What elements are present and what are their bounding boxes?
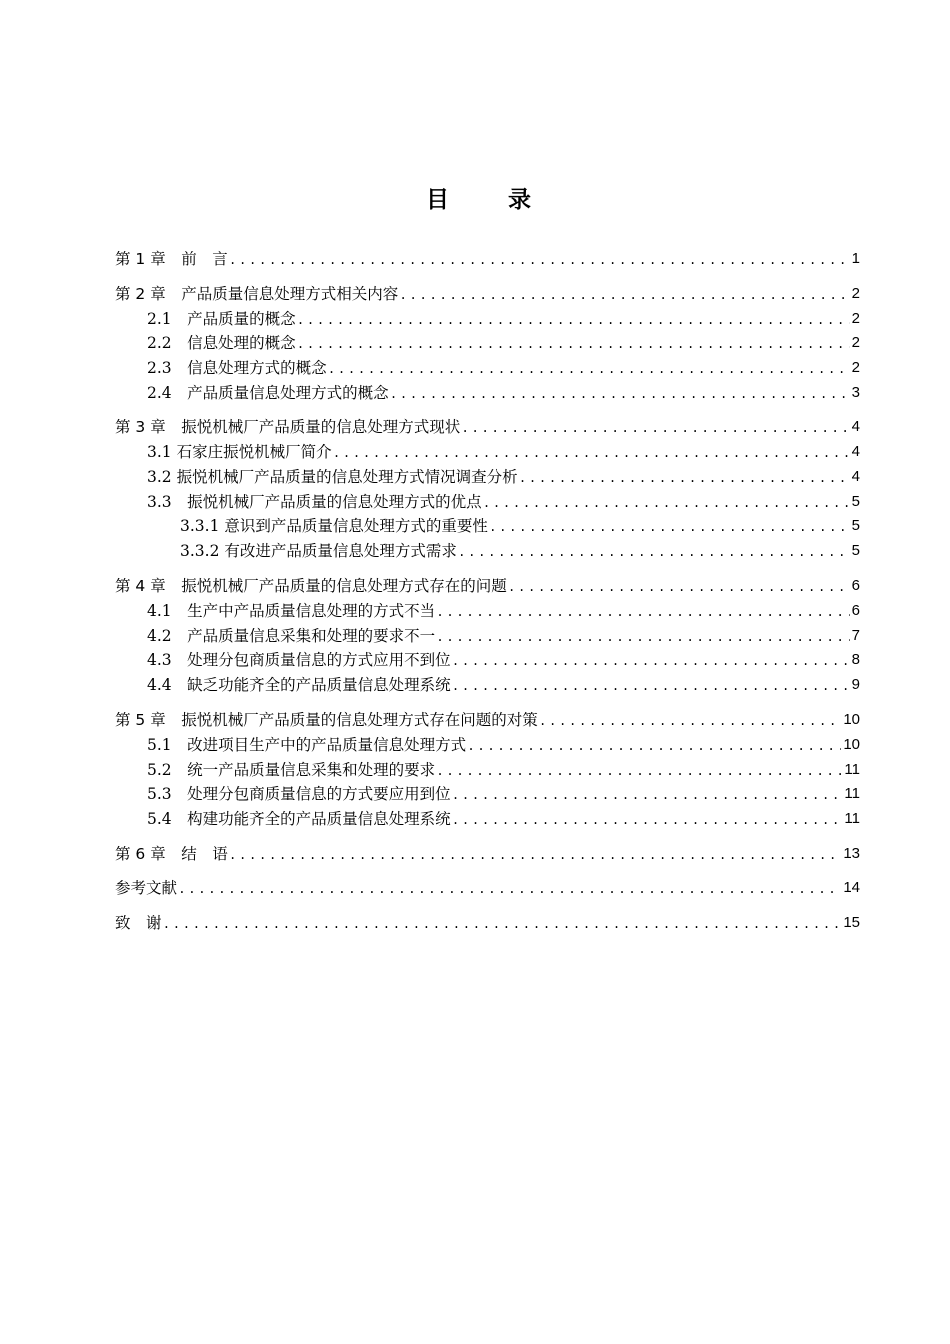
toc-page-number: 15 <box>843 914 860 931</box>
toc-entry-text: 3.2 振悦机械厂产品质量的信息处理方式情况调查分析 <box>147 468 518 486</box>
toc-entry-section-4-4[interactable] <box>147 672 860 696</box>
toc-page-number: 4 <box>851 443 860 460</box>
toc-entry-section-3-3-2[interactable] <box>180 538 860 562</box>
toc-entry-text: 第 1 章 前 言 <box>115 250 228 268</box>
toc-entry-chapter-1[interactable] <box>115 246 860 270</box>
toc-leader-dots <box>451 678 850 696</box>
toc-entry-section-5-3[interactable] <box>147 781 860 805</box>
toc-entry-text: 3.3.1 意识到产品质量信息处理方式的重要性 <box>180 517 488 535</box>
toc-title: 目 录 <box>426 187 549 213</box>
toc-page-number: 11 <box>844 761 860 778</box>
toc-page-number: 5 <box>851 517 860 534</box>
toc-entry-text: 5.1 改进项目生产中的产品质量信息处理方式 <box>147 736 467 754</box>
toc-leader-dots <box>228 847 842 865</box>
toc-leader-dots <box>435 763 842 781</box>
toc-page-number: 10 <box>843 736 860 753</box>
toc-leader-dots <box>177 881 841 899</box>
toc-entry-section-3-3[interactable] <box>147 489 860 513</box>
toc-page-number: 8 <box>851 651 860 668</box>
toc-entry-section-5-2[interactable] <box>147 757 860 781</box>
toc-leader-dots <box>327 361 850 379</box>
toc-entry-text: 5.3 处理分包商质量信息的方式要应用到位 <box>147 785 451 803</box>
toc-page-number: 5 <box>851 542 860 559</box>
toc-leader-dots <box>518 470 850 488</box>
toc-entry-references[interactable] <box>115 875 860 899</box>
toc-entry-text: 5.2 统一产品质量信息采集和处理的要求 <box>147 761 436 779</box>
toc-entry-section-4-3[interactable] <box>147 647 860 671</box>
toc-leader-dots <box>482 495 850 513</box>
toc-leader-dots <box>451 653 850 671</box>
toc-entry-text: 3.1 石家庄振悦机械厂简介 <box>147 443 332 461</box>
toc-page-number: 7 <box>851 627 860 644</box>
toc-entry-text: 3.3 振悦机械厂产品质量的信息处理方式的优点 <box>147 493 482 511</box>
toc-entry-text: 4.2 产品质量信息采集和处理的要求不一 <box>147 627 436 645</box>
toc-page-number: 2 <box>851 285 860 302</box>
toc-leader-dots <box>451 787 843 805</box>
toc-leader-dots <box>488 519 850 537</box>
toc-entry-chapter-6[interactable] <box>115 841 860 865</box>
toc-entry-chapter-3[interactable] <box>115 414 860 438</box>
toc-page-number: 2 <box>851 334 860 351</box>
toc-entry-text: 2.1 产品质量的概念 <box>147 310 296 328</box>
toc-entry-text: 第 3 章 振悦机械厂产品质量的信息处理方式现状 <box>115 418 461 436</box>
toc-leader-dots <box>538 713 842 731</box>
toc-entry-section-5-4[interactable] <box>147 806 860 830</box>
toc-entry-text: 参考文献 <box>115 879 178 897</box>
toc-entry-section-4-1[interactable] <box>147 598 860 622</box>
toc-leader-dots <box>162 916 842 934</box>
toc-leader-dots <box>507 579 850 597</box>
toc-entry-text: 第 6 章 结 语 <box>115 845 228 863</box>
toc-page-number: 13 <box>843 845 860 862</box>
toc-leader-dots <box>332 445 850 463</box>
toc-entry-chapter-2[interactable] <box>115 281 860 305</box>
toc-entry-text: 2.4 产品质量信息处理方式的概念 <box>147 384 389 402</box>
toc-leader-dots <box>451 812 843 830</box>
toc-entry-text: 4.1 生产中产品质量信息处理的方式不当 <box>147 602 436 620</box>
toc-entry-section-4-2[interactable] <box>147 623 860 647</box>
toc-entry-section-3-1[interactable] <box>147 439 860 463</box>
toc-leader-dots <box>460 420 849 438</box>
toc-entry-text: 3.3.2 有改进产品质量信息处理方式需求 <box>180 542 457 560</box>
toc-entry-section-2-2[interactable] <box>147 330 860 354</box>
toc-entry-section-3-3-1[interactable] <box>180 513 860 537</box>
toc-entry-text: 第 5 章 振悦机械厂产品质量的信息处理方式存在问题的对策 <box>115 711 538 729</box>
toc-entry-section-2-4[interactable] <box>147 380 860 404</box>
toc-leader-dots <box>296 312 850 330</box>
toc-page-number: 2 <box>851 310 860 327</box>
toc-entry-text: 2.3 信息处理方式的概念 <box>147 359 327 377</box>
toc-entry-text: 第 2 章 产品质量信息处理方式相关内容 <box>115 285 399 303</box>
toc-entry-text: 第 4 章 振悦机械厂产品质量的信息处理方式存在的问题 <box>115 577 507 595</box>
toc-entry-chapter-4[interactable] <box>115 573 860 597</box>
toc-entry-section-5-1[interactable] <box>147 732 860 756</box>
toc-entry-text: 4.4 缺乏功能齐全的产品质量信息处理系统 <box>147 676 451 694</box>
toc-page-number: 5 <box>851 493 860 510</box>
toc-page-number: 2 <box>851 359 860 376</box>
toc-page-number: 3 <box>851 384 860 401</box>
toc-entry-text: 4.3 处理分包商质量信息的方式应用不到位 <box>147 651 451 669</box>
toc-page-number: 6 <box>851 602 860 619</box>
toc-page-number: 4 <box>851 418 860 435</box>
toc-entry-acknowledgements[interactable] <box>115 910 860 934</box>
toc-leader-dots <box>228 252 850 270</box>
toc-entry-chapter-5[interactable] <box>115 707 860 731</box>
toc-page-number: 10 <box>843 711 860 728</box>
toc-leader-dots <box>435 629 850 647</box>
toc-entry-text: 2.2 信息处理的概念 <box>147 334 296 352</box>
toc-entry-section-3-2[interactable] <box>147 464 860 488</box>
toc-page-number: 11 <box>844 810 860 827</box>
toc-page-number: 4 <box>851 468 860 485</box>
toc-leader-dots <box>457 544 850 562</box>
toc-page-number: 11 <box>844 785 860 802</box>
toc-entry-section-2-1[interactable] <box>147 306 860 330</box>
toc-leader-dots <box>389 386 850 404</box>
toc-leader-dots <box>296 336 850 354</box>
toc-page-number: 9 <box>851 676 860 693</box>
toc-page-number: 1 <box>851 250 860 267</box>
toc-leader-dots <box>398 287 849 305</box>
toc-leader-dots <box>466 738 841 756</box>
toc-leader-dots <box>435 604 850 622</box>
toc-entry-text: 5.4 构建功能齐全的产品质量信息处理系统 <box>147 810 451 828</box>
toc-entry-section-2-3[interactable] <box>147 355 860 379</box>
toc-page-number: 6 <box>851 577 860 594</box>
toc-entry-text: 致 谢 <box>115 914 162 932</box>
toc-page-number: 14 <box>843 879 860 896</box>
